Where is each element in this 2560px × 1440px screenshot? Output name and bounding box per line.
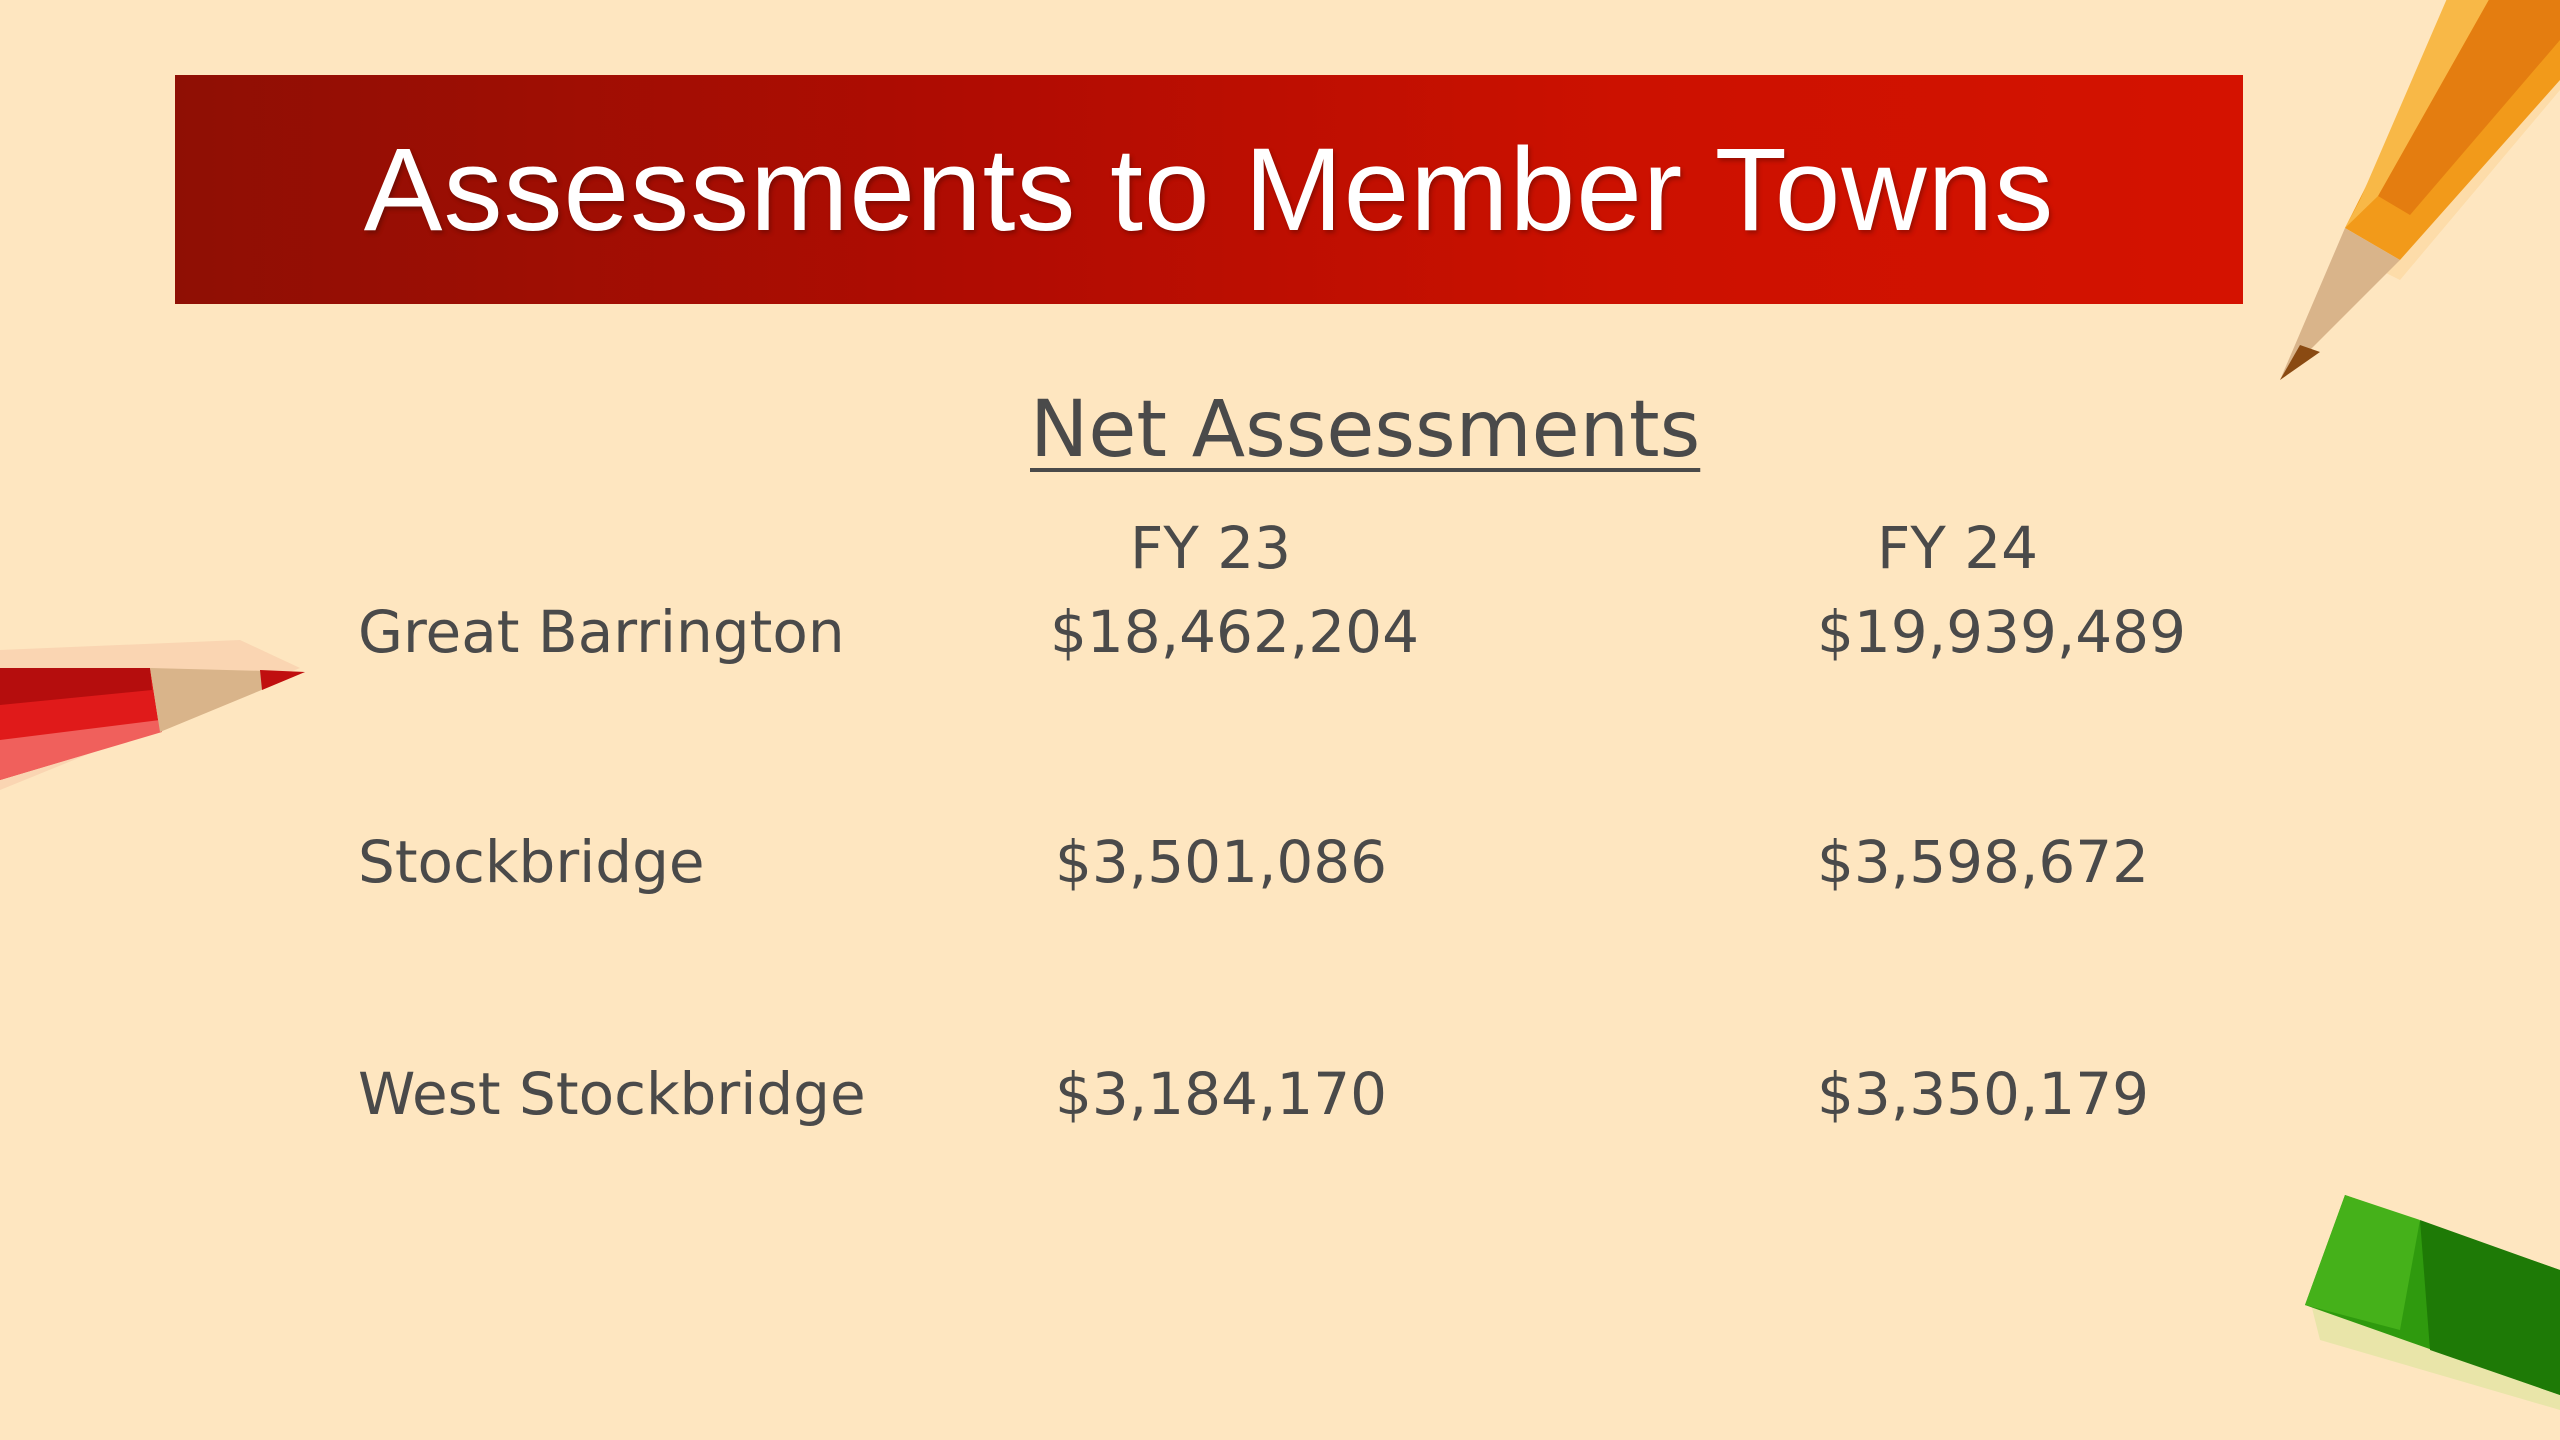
row-value-fy23: $18,462,204: [1050, 598, 1419, 666]
row-value-fy23: $3,184,170: [1055, 1060, 1388, 1128]
column-header-fy23: FY 23: [1130, 514, 1292, 582]
row-value-fy24: $3,350,179: [1817, 1060, 2150, 1128]
green-pencil-icon: [2305, 1195, 2560, 1410]
row-value-fy24: $3,598,672: [1817, 828, 2150, 896]
table-subtitle: Net Assessments: [1030, 385, 1701, 475]
red-pencil-icon: [0, 640, 305, 790]
row-town-great-barrington: Great Barrington: [358, 598, 845, 666]
row-value-fy24: $19,939,489: [1817, 598, 2186, 666]
row-value-fy23: $3,501,086: [1055, 828, 1388, 896]
slide-title: Assessments to Member Towns: [363, 123, 2055, 256]
row-town-stockbridge: Stockbridge: [358, 828, 705, 896]
row-town-west-stockbridge: West Stockbridge: [358, 1060, 866, 1128]
column-header-fy24: FY 24: [1877, 514, 2039, 582]
orange-pencil-icon: [2280, 0, 2560, 380]
